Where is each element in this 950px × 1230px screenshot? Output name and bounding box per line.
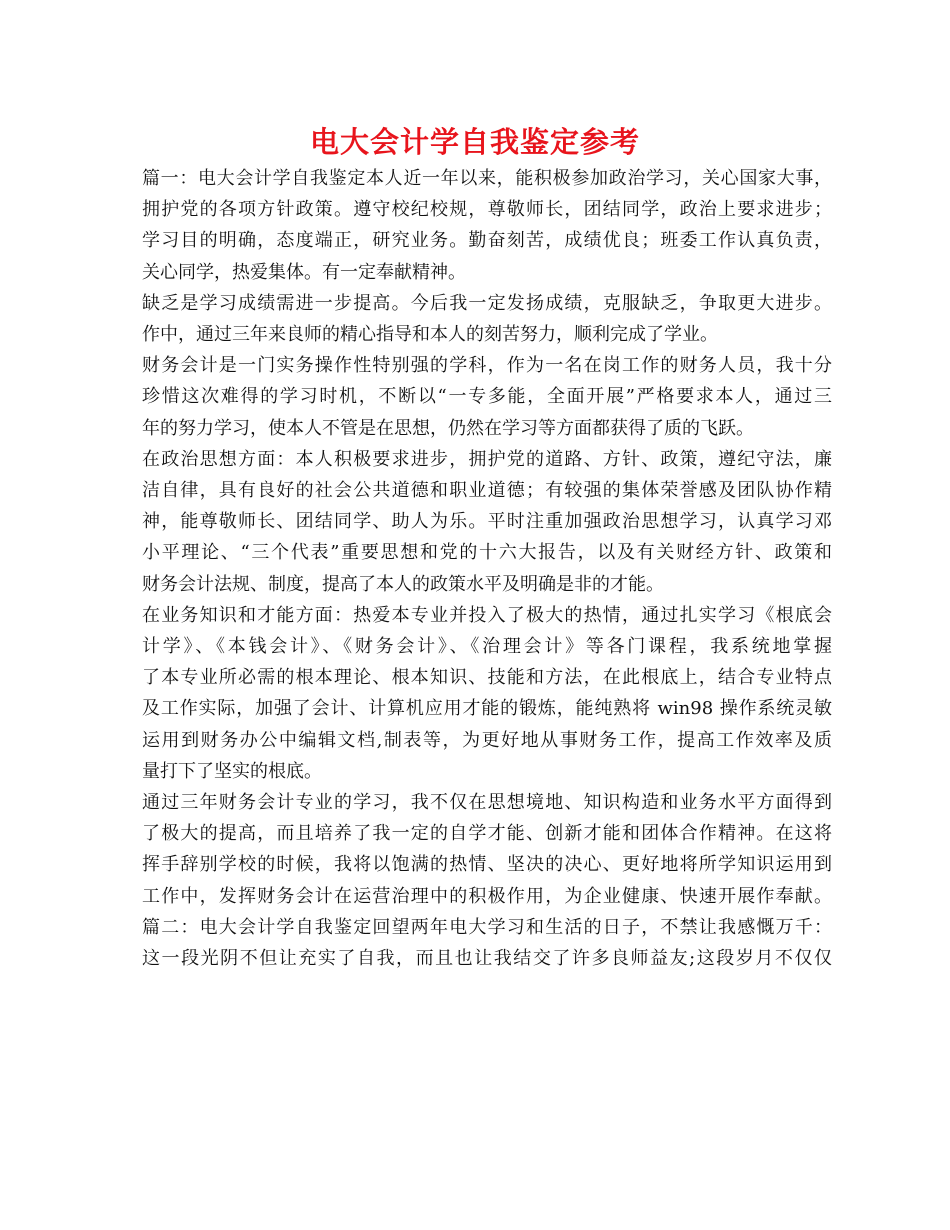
text-line: 珍惜这次难得的学习时机，不断以“一专多能，全面开展”严格要求本人，通过三 (142, 386, 832, 408)
text-line: 拥护党的各项方针政策。遵守校纪校规，尊敬师长，团结同学，政治上要求进步； (142, 199, 832, 221)
text-line: 挥手辞别学校的时候，我将以饱满的热情、坚决的决心、更好地将所学知识运用到 (142, 854, 832, 876)
text-line: 量打下了坚实的根底。 (142, 760, 322, 782)
text-line: 在业务知识和才能方面：热爱本专业并投入了极大的热情，通过扎实学习《根底会 (142, 604, 832, 626)
text-line: 了本专业所必需的根本理论、根本知识、技能和方法，在此根底上，结合专业特点 (142, 667, 832, 689)
text-line: 缺乏是学习成绩需进一步提高。今后我一定发扬成绩，克服缺乏，争取更大进步。 (142, 292, 832, 314)
text-line: 学习目的明确，态度端正，研究业务。勤奋刻苦，成绩优良；班委工作认真负责， (142, 230, 832, 252)
text-line: 关心同学，热爱集体。有一定奉献精神。 (142, 261, 466, 283)
text-line: 计学》、《本钱会计》、《财务会计》、《治理会计》等各门课程，我系统地掌握 (142, 636, 832, 658)
text-line: 了极大的提高，而且培养了我一定的自学才能、创新才能和团体合作精神。在这将 (142, 823, 832, 845)
text-line: 及工作实际，加强了会计、计算机应用才能的锻炼，能纯熟将 win98 操作系统灵敏 (142, 698, 832, 720)
text-line: 这一段光阴不但让充实了自我，而且也让我结交了许多良师益友;这段岁月不仅仅 (142, 948, 832, 970)
document-title: 电大会计学自我鉴定参考 (309, 125, 640, 159)
document-body (142, 163, 832, 974)
text-line: 篇一：电大会计学自我鉴定本人近一年以来，能积极参加政治学习，关心国家大事， (142, 168, 832, 189)
text-line: 运用到财务办公中编辑文档,制表等，为更好地从事财务工作，提高工作效率及质 (142, 729, 832, 751)
text-line: 财务会计是一门实务操作性特别强的学科，作为一名在岗工作的财务人员，我十分 (142, 355, 832, 377)
text-line: 财务会计法规、制度，提高了本人的政策水平及明确是非的才能。 (142, 573, 664, 595)
text-line: 通过三年财务会计专业的学习，我不仅在思想境地、知识构造和业务水平方面得到 (142, 792, 832, 814)
text-line: 在政治思想方面：本人积极要求进步，拥护党的道路、方针、政策，遵纪守法，廉 (142, 448, 832, 470)
text-line: 工作中，发挥财务会计在运营治理中的积极作用，为企业健康、快速开展作奉献。 (142, 885, 832, 907)
text-line: 作中，通过三年来良师的精心指导和本人的刻苦努力，顺利完成了学业。 (142, 324, 718, 346)
text-line: 小平理论、“三个代表”重要思想和党的十六大报告，以及有关财经方针、政策和 (142, 542, 832, 564)
text-line: 年的努力学习，使本人不管是在思想，仍然在学习等方面都获得了质的飞跃。 (142, 417, 754, 439)
text-line: 篇二：电大会计学自我鉴定回望两年电大学习和生活的日子，不禁让我感慨万千： (142, 916, 832, 938)
text-line: 神，能尊敬师长、团结同学、助人为乐。平时注重加强政治思想学习，认真学习邓 (142, 511, 832, 533)
text-line: 洁自律，具有良好的社会公共道德和职业道德；有较强的集体荣誉感及团队协作精 (142, 480, 832, 502)
